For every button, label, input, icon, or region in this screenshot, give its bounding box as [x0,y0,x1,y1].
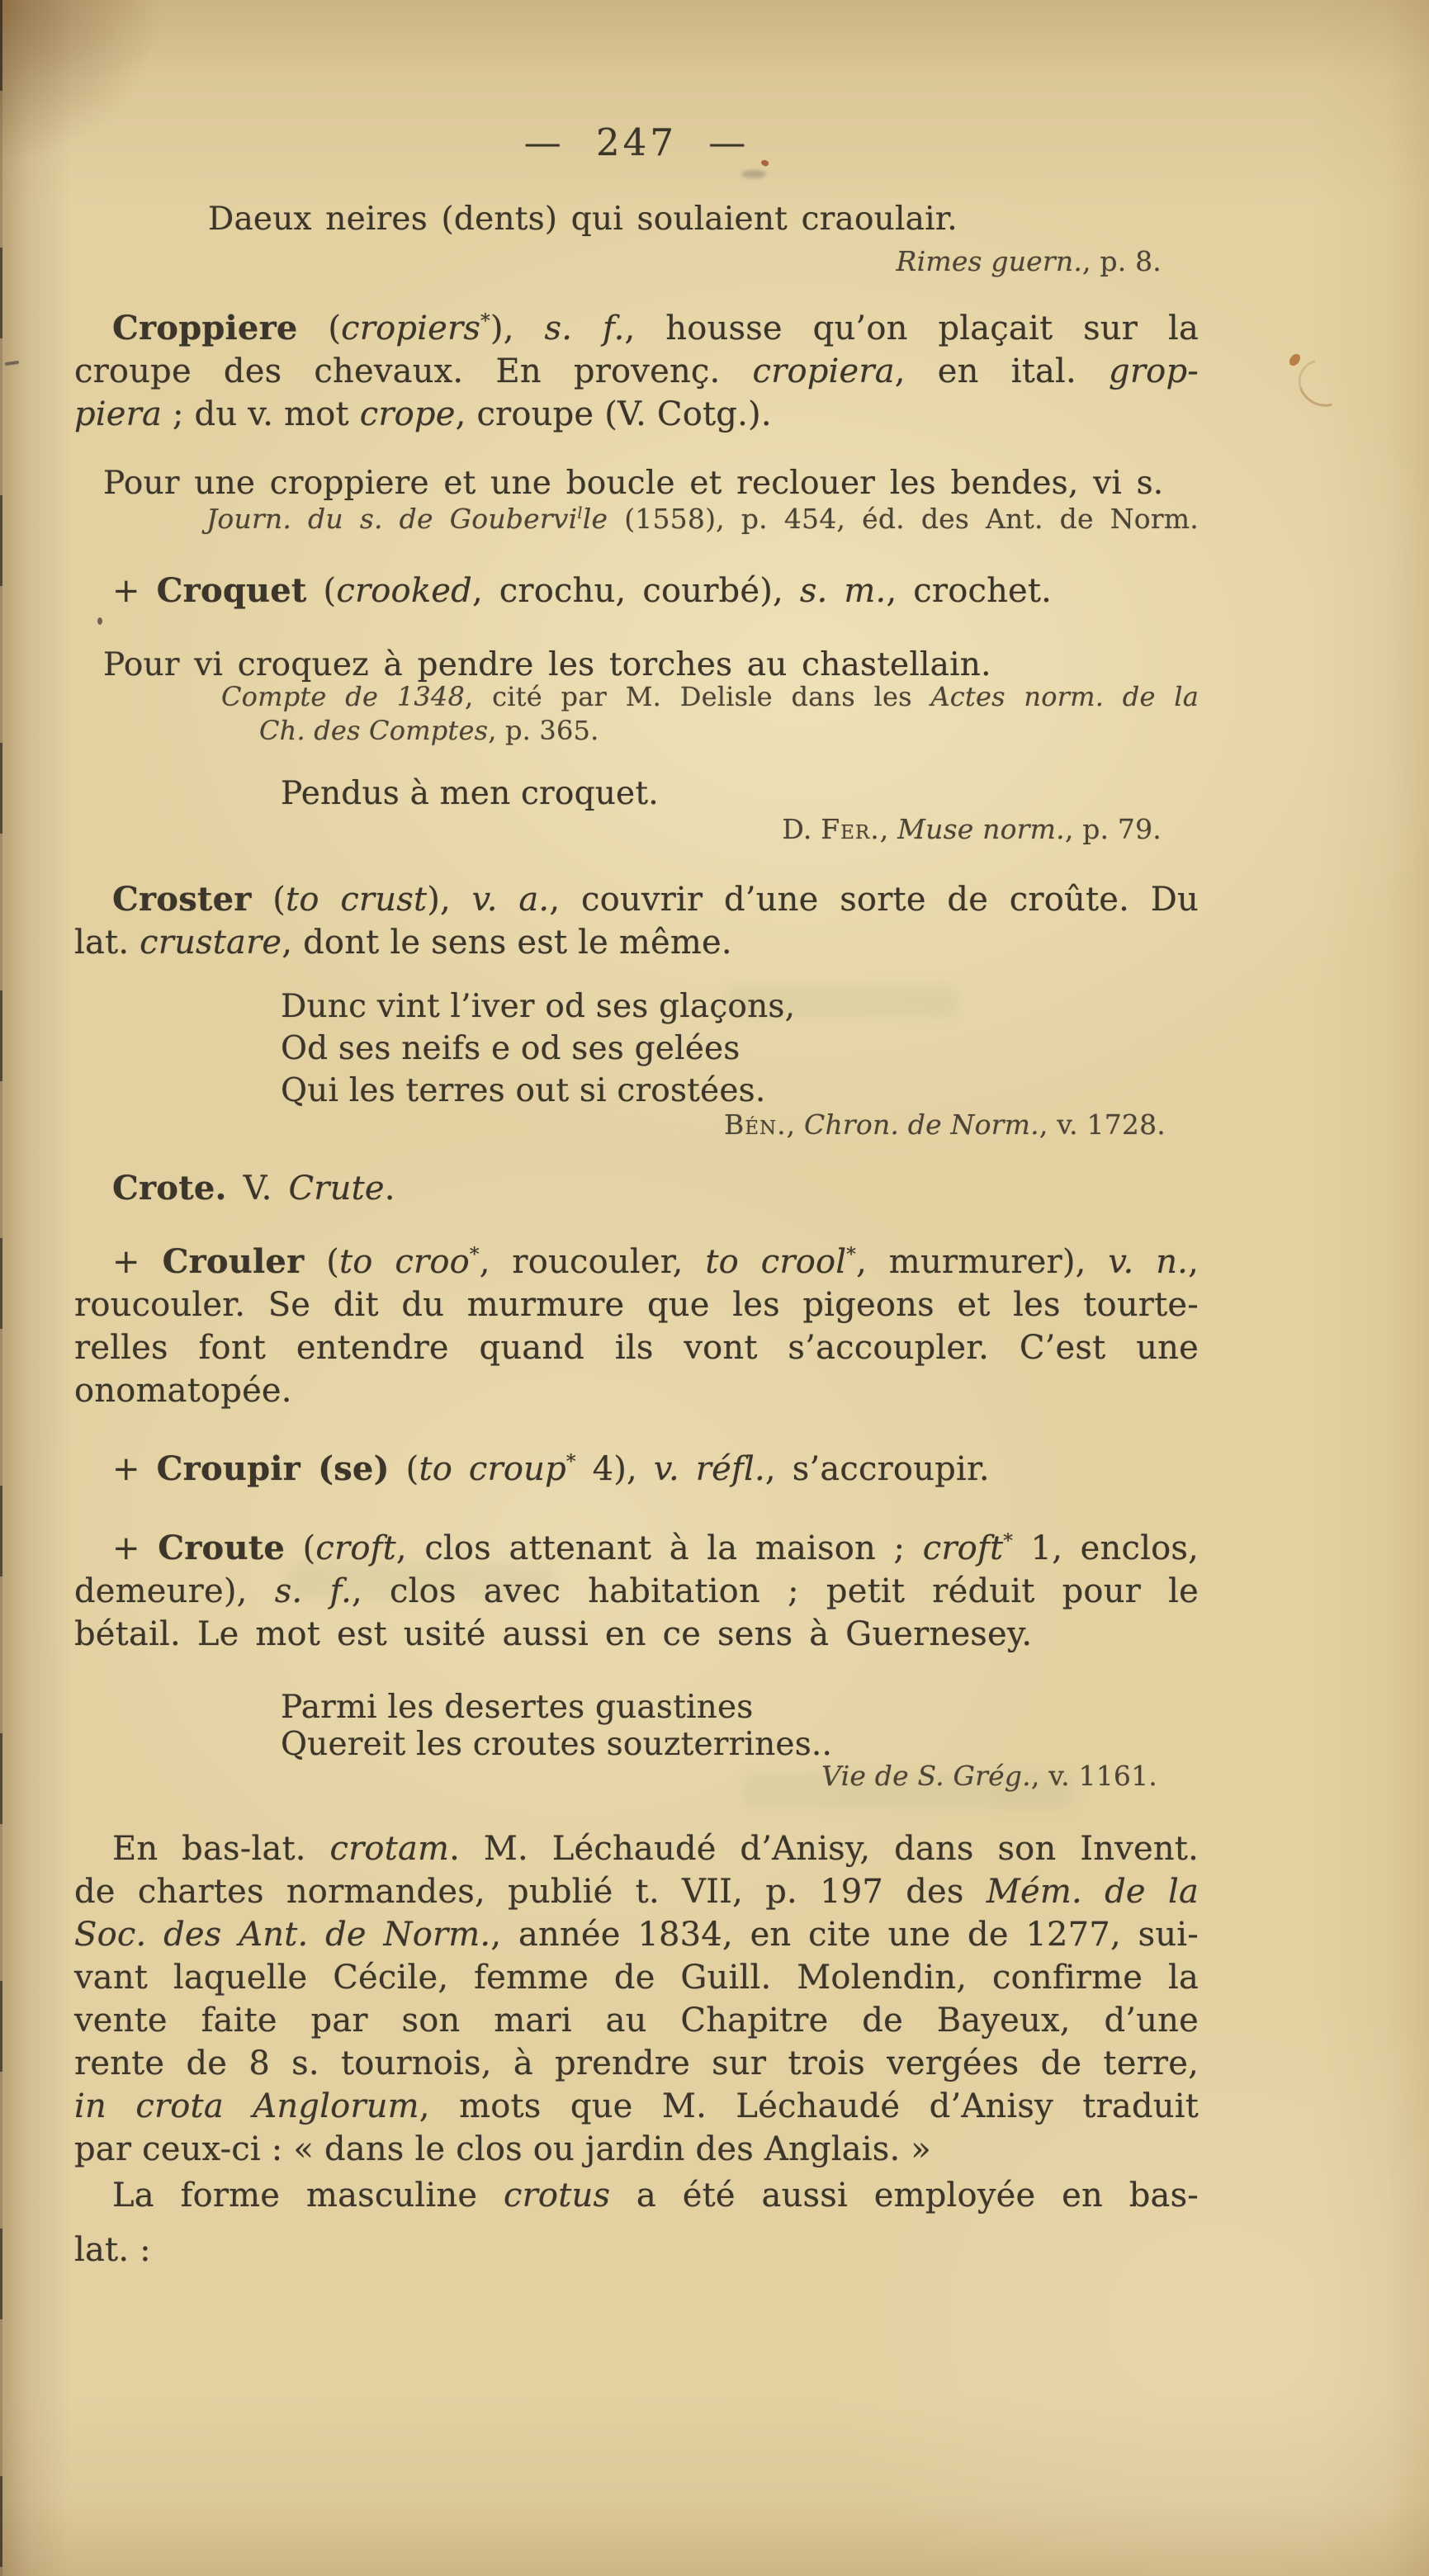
text-segment: roucouler. Se dit du murmure que les pigeons et les tourte- [74,1286,1199,1324]
text-segment: ( [285,1529,316,1567]
text-line [74,1870,1199,1913]
text-segment: ( [251,881,286,919]
text-segment: , couvrir d’une sorte de croûte. Du [549,881,1199,919]
citation-rimes-guern [74,244,1199,279]
text-segment: to crool [705,1243,847,1281]
text-segment: (1558), p. 454, éd. des Ant. de Norm. [608,503,1199,535]
text-segment: croupe des chevaux. En provenç. [74,352,753,390]
text-segment: lat. [74,924,140,962]
text-segment: Vie de S. Grég. [821,1760,1031,1792]
text-segment: , s’accroupir. [764,1450,990,1488]
text-line [74,1913,1199,1956]
text-segment: Dunc vint l’iver od ses glaçons, [281,988,796,1025]
text-segment: , cité par M. Delisle dans les [465,681,931,712]
text-segment: ), [490,310,545,347]
text-segment: onomatopée. [74,1372,292,1410]
edge-dash-mark [5,361,19,366]
text-line [74,1956,1199,1999]
text-segment: + [112,1450,157,1488]
text-segment: Croupir (se) [156,1449,390,1488]
text-segment: , p. 365. [488,715,599,746]
text-segment: lat. : [74,2231,151,2269]
text-line [74,2229,1199,2271]
text-line [74,570,1199,612]
text-segment: par ceux-ci : « dans le clos ou jardin des Anglais. » [74,2130,931,2168]
text-line [74,1448,1199,1491]
text-segment: V. [226,1170,289,1208]
text-line [74,1241,1199,1283]
text-segment: Crute [288,1170,385,1208]
text-segment: piera [74,395,163,433]
entry-crote [74,1167,1199,1210]
ink-smudge-grey [741,170,766,178]
text-segment: * [846,1243,857,1266]
text-segment: * [480,310,490,333]
text-line [74,1028,1199,1070]
text-segment: v. réfl. [653,1450,765,1488]
text-segment: Croster [112,880,252,919]
text-segment: Od ses neifs e od ses gelées [281,1030,741,1067]
text-segment: , v. 1728. [1039,1108,1166,1141]
verse-quote-pendus [74,773,1199,815]
text-segment: crooked [336,572,472,610]
text-segment: crotam [329,1830,450,1868]
text-segment: vant laquelle Cécile, femme de Guill. Molendin, confirme la [74,1959,1199,1997]
text-line [74,1167,1199,1210]
text-segment: Ch. des Comptes [259,715,489,746]
text-line [74,502,1199,536]
text-segment: Soc. des Ant. de Norm. [74,1916,491,1954]
text-segment: , clos avec habitation ; petit réduit pour le [352,1572,1200,1610]
text-segment: Fer. [821,813,880,845]
text-segment: le [582,503,608,535]
text-segment: D. [782,813,821,845]
paragraph-bas-latin [74,1827,1199,2171]
text-segment: Chron. de Norm. [804,1108,1039,1141]
text-segment: ( [389,1450,419,1488]
text-segment: , crochet. [886,572,1053,610]
text-segment: 1, enclos, [1013,1529,1199,1567]
verse-quote-parmi [74,1689,1199,1763]
text-segment: * [469,1243,480,1266]
quotation-croppiere [74,462,1199,505]
text-segment: * [1003,1529,1014,1553]
text-segment: to croup [419,1450,566,1488]
paragraph-forme-masculine [74,2174,1199,2271]
text-segment: croft [315,1529,396,1567]
text-segment: Actes norm. de la [930,681,1200,712]
text-segment: Journ. du s. de Goubervi [206,503,578,535]
text-line [74,2042,1199,2085]
text-segment: , [1188,1243,1199,1281]
text-segment: , [786,1108,804,1141]
text-segment: Pour vi croquez à pendre les torches au chastellain. [103,646,991,683]
text-line [74,1283,1199,1326]
verse-quote-dunc [74,985,1199,1112]
page-left-edge-shadow [0,0,2,2576]
text-line [74,680,1199,714]
text-segment: , roucouler, [479,1243,706,1281]
text-line [74,1759,1199,1794]
text-segment: cropiers [341,310,481,347]
text-line [74,812,1199,847]
text-segment: , murmurer), [856,1243,1109,1281]
text-segment: , en ital. [894,352,1110,390]
text-line [74,1726,1199,1763]
text-segment: crotus [504,2177,611,2214]
text-segment: Croquet [156,571,307,610]
text-line [74,462,1199,505]
text-line [74,985,1199,1028]
citation-ferrand-muse-norm [74,812,1199,847]
text-line [74,244,1199,279]
text-segment: s. f. [274,1572,352,1610]
text-segment: Parmi les desertes guastines [281,1689,754,1726]
verse-quote-daeux [74,198,1199,241]
entry-croupir [74,1448,1199,1491]
text-segment: En bas-lat. [112,1830,330,1868]
text-segment: a été aussi employée en bas- [610,2177,1200,2214]
text-line [74,1689,1199,1726]
text-segment: s. f. [544,310,625,347]
text-segment: 4), [575,1450,654,1488]
text-segment: Qui les terres out si crostées. [281,1072,766,1109]
text-line [74,1108,1199,1142]
text-line [74,350,1199,393]
text-line [74,921,1199,964]
text-line [74,714,1199,748]
text-segment: . M. Léchaudé d’Anisy, dans son Invent. [449,1830,1199,1868]
text-line [74,2128,1199,2171]
citation-compte-1348 [74,680,1199,748]
text-line [74,393,1199,436]
text-segment: La forme masculine [112,2177,504,2214]
text-line [74,878,1199,921]
text-segment: + [112,572,157,610]
text-line [74,1326,1199,1369]
ink-dot [97,617,102,625]
text-segment: Crote. [112,1169,227,1208]
text-segment: Pendus à men croquet. [281,775,659,812]
text-segment: Croute [158,1529,286,1567]
text-segment: vente faite par son mari au Chapitre de Bayeux, d’une [74,2002,1199,2040]
entry-crouler [74,1241,1199,1412]
text-line [74,1527,1199,1570]
text-segment: Rimes guern. [896,245,1083,277]
text-segment: ( [297,310,342,347]
text-segment: in crota Anglorum [74,2087,419,2125]
text-segment: croft [922,1529,1004,1567]
text-segment: , [879,813,898,845]
text-segment: crope [359,395,456,433]
text-segment: grop- [1109,352,1199,390]
text-segment: , mots que M. Léchaudé d’Anisy traduit [419,2087,1199,2125]
text-segment: , crochu, courbé), [471,572,800,610]
text-segment: , clos attenant à la maison ; [395,1529,923,1567]
text-segment: Pour une croppiere et une boucle et reclouer les bendes, vi s. [103,465,1164,502]
text-segment: relles font entendre quand ils vont s’accoupler. C’est une [74,1329,1199,1367]
text-segment: v. n. [1108,1243,1189,1281]
text-segment: , p. 79. [1064,813,1162,845]
text-segment: de chartes normandes, publié t. VII, p. 197 des [74,1873,987,1911]
text-segment: rente de 8 s. tournois, à prendre sur trois vergées de terre, [74,2044,1199,2082]
text-line [74,1999,1199,2042]
text-segment: to croo [339,1243,470,1281]
text-segment: crustare [140,924,282,962]
text-line [74,1570,1199,1613]
text-line [74,1369,1199,1412]
entry-croute [74,1527,1199,1656]
stain-mark [1287,352,1303,367]
text-segment: + [112,1529,159,1567]
text-segment: Mém. de la [986,1873,1199,1911]
text-segment: + [112,1243,163,1281]
text-line [74,1613,1199,1656]
text-segment: s. m. [799,572,887,610]
text-line [74,1827,1199,1870]
text-segment: ( [306,572,337,610]
text-line [74,2085,1199,2128]
text-segment: , croupe (V. Cotg.). [455,395,772,433]
text-segment: Croppiere [112,309,298,347]
text-segment: Crouler [162,1242,305,1281]
text-segment: Compte de 1348 [221,681,466,712]
text-segment: l [577,503,583,522]
text-segment: ; du v. mot [162,395,360,433]
text-line [74,307,1199,350]
text-segment: Muse norm. [897,813,1065,845]
text-segment: to crust [286,881,428,919]
text-line [74,2174,1199,2217]
text-line [74,198,1199,241]
text-segment: demeure), [74,1572,275,1610]
entry-croster [74,878,1199,964]
citation-vie-s-greg [74,1759,1199,1794]
text-segment: , année 1834, en cite une de 1277, sui- [490,1916,1199,1954]
text-segment: cropiera [752,352,895,390]
text-segment: v. a. [471,881,550,919]
text-segment: , housse qu’on plaçait sur la [624,310,1199,347]
text-segment: . [384,1170,395,1208]
text-segment: Quereit les croutes souzterrines.. [281,1726,833,1763]
text-segment: , dont le sens est le même. [282,924,732,962]
text-line [74,1070,1199,1112]
text-segment: Daeux neires (dents) qui soulaient craoulair. [208,201,958,238]
text-segment: Bén. [723,1108,787,1141]
text-segment: ), [427,881,472,919]
text-segment: * [565,1450,576,1473]
text-segment: , p. 8. [1082,245,1162,277]
citation-benoit-chron-norm [74,1108,1199,1142]
entry-croppiere [74,307,1199,436]
citation-gouberville [74,502,1199,536]
entry-croquet [74,570,1199,612]
text-segment: ( [304,1243,339,1281]
text-segment: , v. 1161. [1030,1760,1157,1792]
text-line [74,773,1199,815]
page-number: — 247 — [523,121,750,164]
text-segment: bétail. Le mot est usité aussi en ce sens à Guernesey. [74,1615,1033,1653]
